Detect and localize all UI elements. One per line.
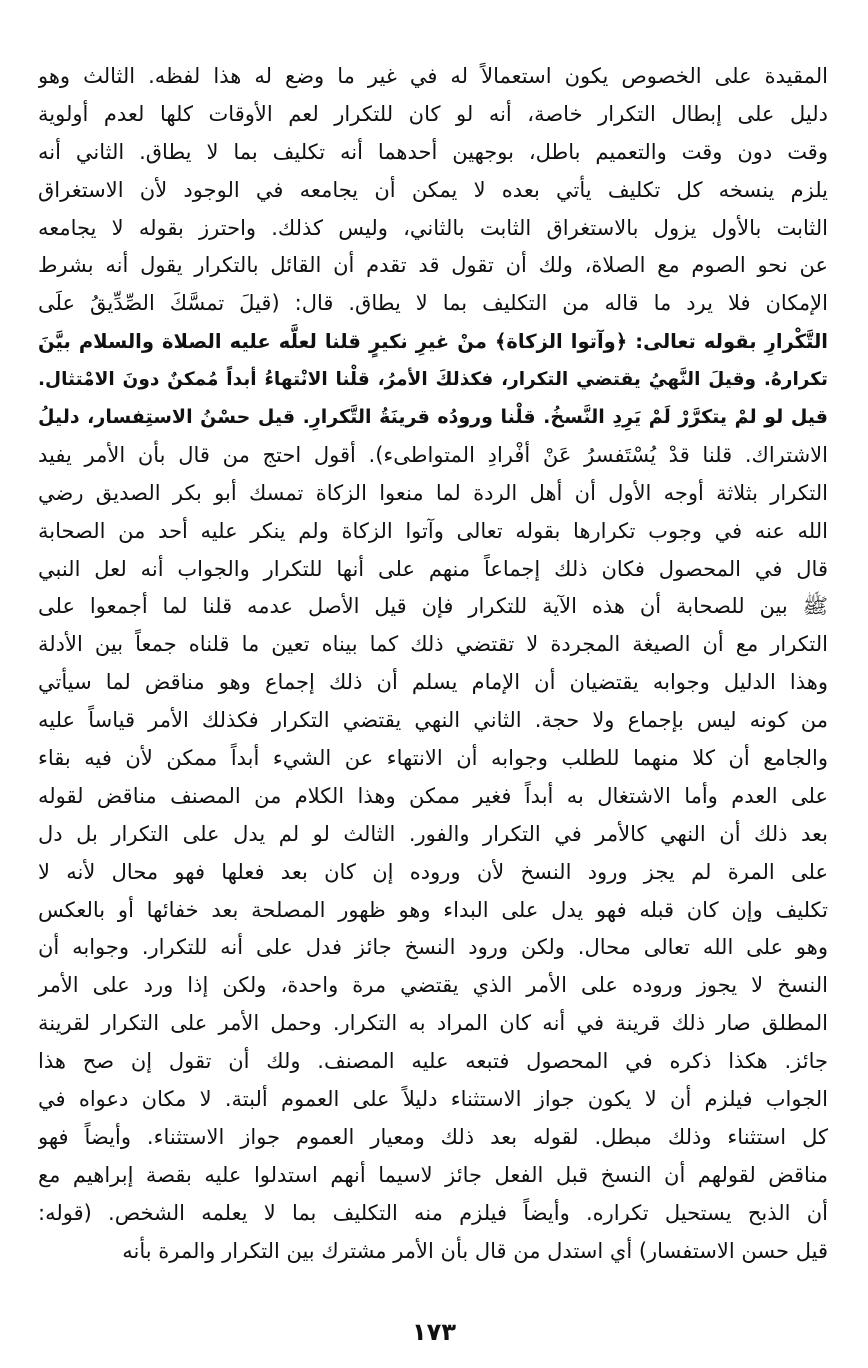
body-text [38,58,828,1271]
text-line: التكرار بثلاثة أوجه الأول أن أهل الردة لما منعوا الزكاة تمسك أبو بكر الصديق رضي [38,480,828,505]
text-line: المقيدة على الخصوص يكون استعمالاً له في غير ما وضع له هذا لفظه. الثالث وهو [38,64,828,88]
text-line: عن نحو الصوم مع الصلاة، ولك أن تقول قد تقدم أن القائل بالتكرار يقول أنه بشرط [38,253,828,278]
text-line: وقت دون وقت والتعميم باطل، بوجهين أحدهما أنه تكليف بما لا يطاق. الثاني أنه [38,139,828,164]
text-line: مناقض لقولهم أن النسخ قبل الفعل جائز لاسيما أنهم استدلوا عليه بقصة إبراهيم مع [38,1162,828,1187]
text-line: على العدم وأما الاشتغال به أبداً فغير ممكن وهذا الكلام من المصنف مناقض لقوله [38,783,828,808]
text-line: قيل لو لمْ يتكرَّرْ لَمْ يَرِدِ النَّسخُ. قلْنا ورودُه قرينَةُ التَّكرارِ. قيل حسْنُ الاستِفسار، دليلُ [38,406,828,429]
text-line: المطلق صار ذلك قرينة في أنه كان المراد به التكرار. وحمل الأمر على التكرار لقرينة [38,1011,828,1036]
text-line: دليل على إبطال التكرار خاصة، أنه لو كان للتكرار لعم الأوقات كلها لعدم أولوية [38,101,828,126]
text-line: النسخ لا يجوز وروده على الأمر الذي يقتضي مرة واحدة، ولكن إذا ورد على الأمر [38,973,828,998]
text-line: الاشتراك. قلنا قدْ يُسْتَفسرُ عَنْ أفْرادِ المتواطىء). أقول احتج من قال بأن الأمر يفيد [38,442,828,467]
text-line: من كونه ليس بإجماع ولا حجة. الثاني النهي يقتضي التكرار فكذلك الأمر قياساً عليه [38,708,828,733]
text-line: الإمكان فلا يرد ما قاله من التكليف بما لا يطاق. قال: (قيلَ تمسَّكَ الصِّدِّيقُ علَى [38,291,828,316]
text-line: تكليف وإن كان قبله فهو يدل على البداء وهو ظهور المصلحة بعد خفائها أو بالعكس [38,897,828,922]
text-line: التَّكْرارِ بقوله تعالى: ﴿وآتوا الزكاة﴾ منْ غيرِ نكيرٍ قلنا لعلَّه عليه الصلاة والسلام بيَّنَ [38,330,828,354]
text-line: كل استثناء وذلك مبطل. لقوله بعد ذلك ومعيار العموم جواز الاستثناء. وأيضاً فهو [38,1124,828,1149]
text-line: وهذا الدليل وجوابه يقتضيان أن الإمام يسلم أن ذلك إجماع وهو مناقض لما سيأتي [38,670,828,695]
text-line: قيل حسن الاستفسار) أي استدل من قال بأن الأمر مشترك بين التكرار والمرة بأنه [122,1238,828,1263]
page-number: ١٧٣ [412,1318,456,1346]
text-line: تكرارهُ. وقيلَ النَّهيُ يقتضي التكرار، فكذلكَ الأمرُ، قلْنا الانْتهاءُ أبداً مُمكنٌ دونَ الامْتثال. [38,369,828,391]
text-line: الله عنه في وجوب تكرارها بقوله تعالى وآتوا الزكاة ولم ينكر عليه أحد من الصحابة [38,518,828,543]
text-line: بعد ذلك أن النهي كالأمر في التكرار والفور. الثالث لو لم يدل على التكرار بل دل [38,821,828,846]
text-line: ﷺ بين للصحابة أن هذه الآية للتكرار فإن قيل الأصل عدمه قلنا لما أجمعوا على [38,594,828,619]
text-line: وهو على الله تعالى محال. ولكن ورود النسخ جائز فدل على أنه للتكرار. وجوابه أن [38,935,828,960]
text-line: أن الذبح يستحيل تكراره. وأيضاً فيلزم منه التكليف بما لا يعلمه الشخص. (قوله: [38,1200,828,1225]
text-line: الجواب فيلزم أن لا يكون جواز الاستثناء دليلاً على العموم ألبتة. لا مكان دعواه في [38,1087,828,1112]
text-line: قال في المحصول فكان ذلك إجماعاً منهم على أنها للتكرار والجواب أنه لعل النبي [38,556,828,581]
text-line: على المرة لم يجز ورود النسخ لأن وروده إن كان بعد فعلها فهو محال لأنه لا [38,859,828,884]
text-line: الثابت بالأول يزول بالاستغراق الثابت بالثاني، وليس كذلك. واحترز بقوله لا يجامعه [38,215,828,240]
text-line: جائز. هكذا ذكره في المحصول فتبعه عليه المصنف. ولك أن تقول إن صح هذا [38,1049,828,1074]
text-line: يلزم ينسخه كل تكليف يأتي بعده لا يمكن أن يجامعه في الوجود لأن الاستغراق [38,177,828,202]
text-line: التكرار مع أن الصيغة المجردة لا تقتضي ذلك كما بيناه تعين ما قلناه جمعاً بين الأدلة [38,632,828,657]
text-line: والجامع أن كلا منهما للطلب وجوابه أن الانتهاء عن الشيء أبداً ممكن لأن فيه بقاء [38,746,828,771]
